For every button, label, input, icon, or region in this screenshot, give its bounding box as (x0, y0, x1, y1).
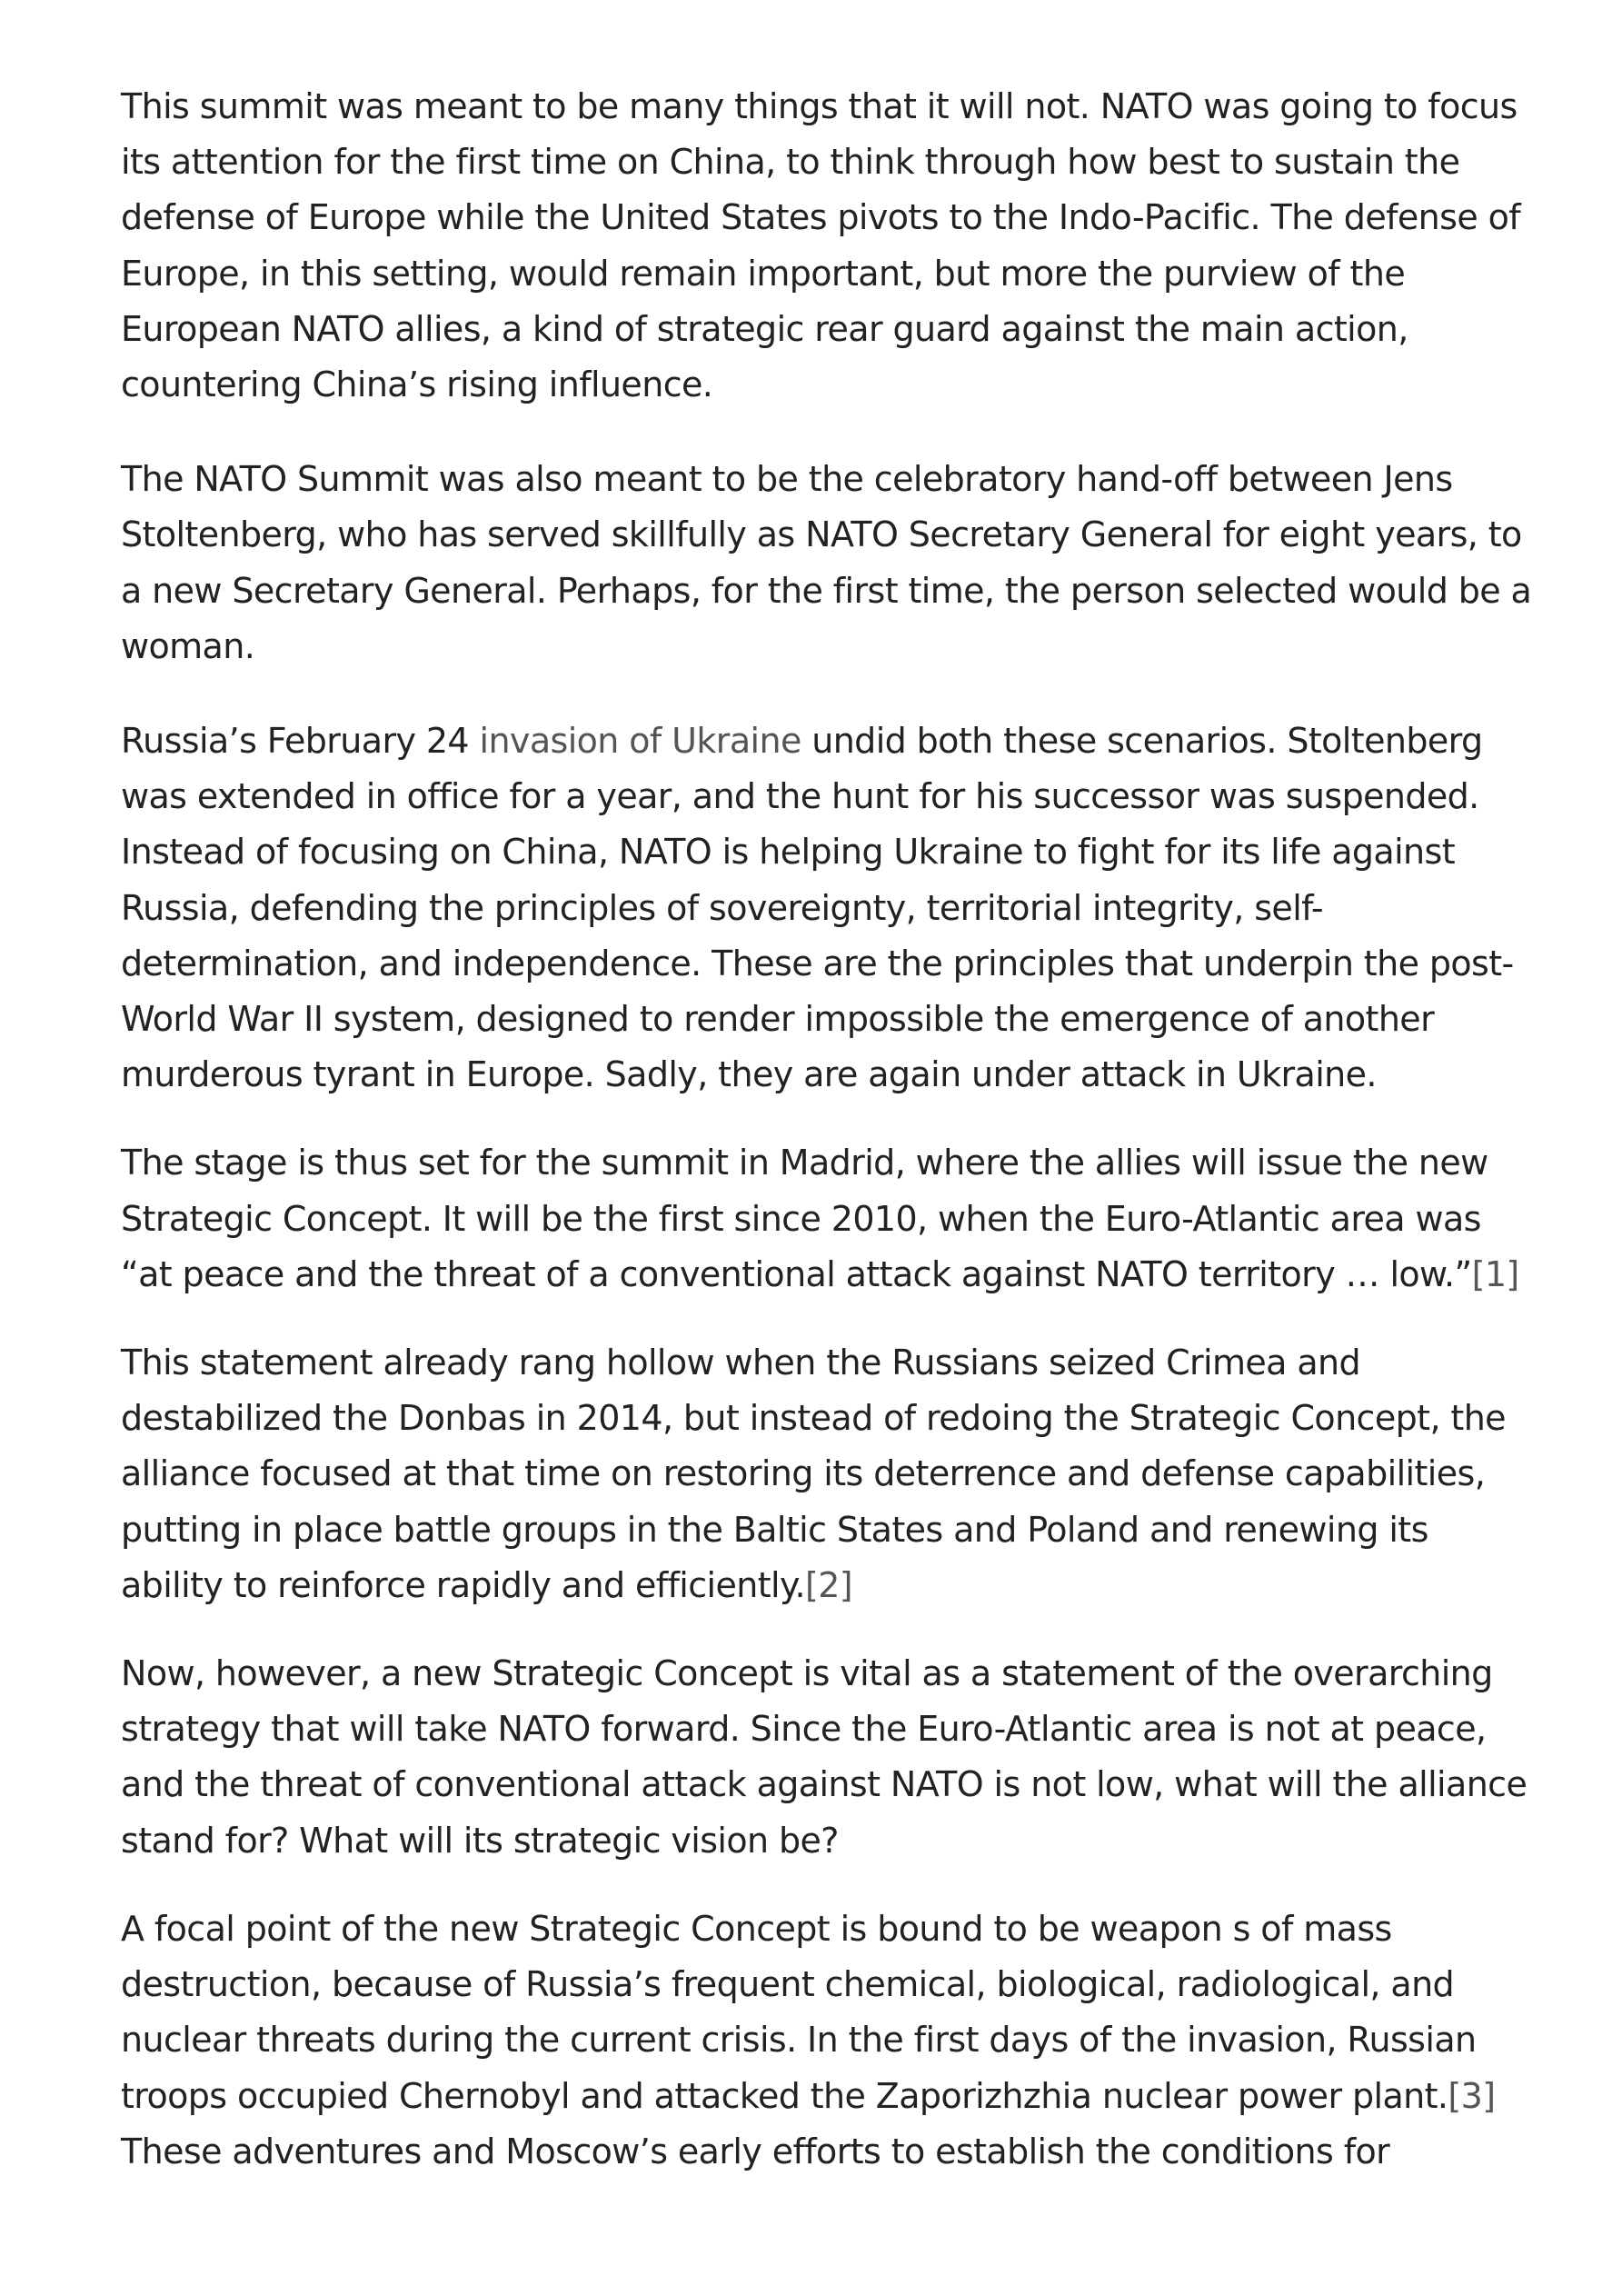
paragraph-3 (121, 714, 1538, 1103)
paragraph-text: Russia’s February 24 (121, 721, 480, 762)
footnote-2-link[interactable]: [2] (804, 1564, 852, 1605)
paragraph-text: This statement already rang hollow when the Russians seized Crimea and destabilized the Donbas in 2014, but instead of redoing the Strategic Concept, the alliance focused at that time on restoring its deterrence and defense capabilities, putting in place battle groups in the Baltic States and Poland and renewing its ability to reinforce rapidly and efficiently. (121, 1343, 1506, 1605)
footnote-1-link[interactable]: [1] (1471, 1253, 1519, 1294)
paragraph-text: undid both these scenarios. Stoltenberg was extended in office for a year, and the hunt for his successor was suspended. Instead of focusing on China, NATO is helping Ukraine to fight for its life against Russia, defending the principles of sovereignty, territorial integrity, self-determination, and independence. These are the principles that underpin the post-World War II system, designed to render impossible the emergence of another murderous tyrant in Europe. Sadly, they are again under attack in Ukraine. (121, 721, 1514, 1095)
paragraph-text: Now, however, a new Strategic Concept is vital as a statement of the overarching strategy that will take NATO forward. Since the Euro-Atlantic area is not at peace, and the threat of conventional attack against NATO is not low, what will the alliance stand for? What will its strategic vision be? (121, 1653, 1527, 1861)
paragraph-2 (121, 452, 1538, 674)
paragraph-text: The NATO Summit was also meant to be the celebratory hand-off between Jens Stoltenberg, who has served skillfully as NATO Secretary General for eight years, to a new Secretary General. Perhaps, for the first time, the person selected would be a woman. (121, 459, 1532, 666)
footnote-3-link[interactable]: [3] (1448, 2075, 1496, 2116)
paragraph-text: These adventures and Moscow’s early efforts to establish the conditions for (121, 2131, 1390, 2171)
paragraph-7 (121, 1902, 1538, 2180)
paragraph-1 (121, 79, 1538, 413)
paragraph-4 (121, 1135, 1538, 1303)
paragraph-text: A focal point of the new Strategic Concept is bound to be weapon s of mass destruction, because of Russia’s frequent chemical, biological, radiological, and nuclear threats during the current crisis. In the first days of the invasion, Russian troops occupied Chernobyl and attacked the Zaporizhzhia nuclear power plant. (121, 1908, 1477, 2116)
article-body (121, 79, 1538, 2212)
paragraph-text: This summit was meant to be many things that it will not. NATO was going to focus its attention for the first time on China, to think through how best to sustain the defense of Europe while the United States pivots to the Indo-Pacific. The defense of Europe, in this setting, would remain important, but more the purview of the European NATO allies, a kind of strategic rear guard against the main action, countering China’s rising influence. (121, 86, 1521, 405)
paragraph-text: The stage is thus set for the summit in Madrid, where the allies will issue the new Strategic Concept. It will be the first since 2010, when the Euro-Atlantic area was “at peace and the threat of a conventional attack against NATO territory … low.” (121, 1143, 1488, 1294)
paragraph-5 (121, 1335, 1538, 1613)
invasion-of-ukraine-link[interactable]: invasion of Ukraine (479, 721, 801, 762)
paragraph-6 (121, 1646, 1538, 1869)
